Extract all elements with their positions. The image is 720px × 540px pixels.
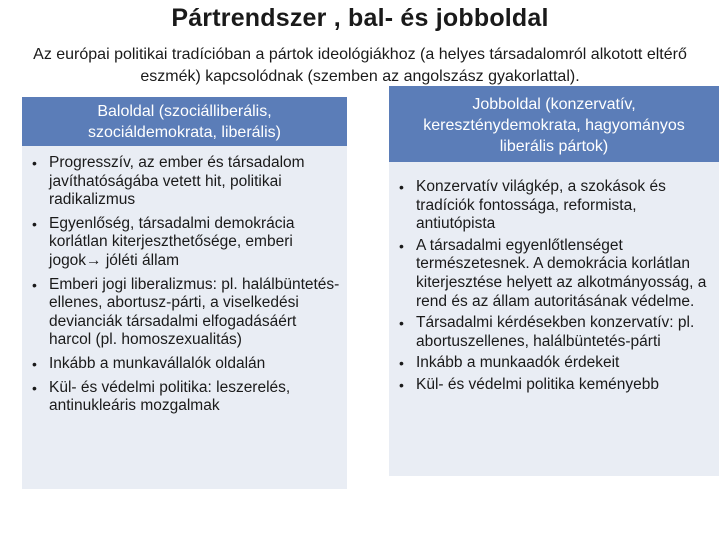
bullet-icon: • [399, 179, 404, 195]
list-item-text: Konzervatív világkép, a szokások és tradíciók fontossága, reformista, antiutópista [416, 178, 666, 233]
list-item [395, 178, 715, 234]
left-column-header [22, 97, 347, 146]
list-item [28, 215, 341, 271]
slide-title: Pártrendszer , bal- és jobboldal [171, 4, 549, 32]
list-item-text: Kül- és védelmi politika keményebb [416, 375, 659, 393]
right-header-line: liberális pártok) [499, 138, 609, 155]
bullet-icon: • [32, 215, 37, 232]
right-column-panel [389, 86, 719, 476]
bullet-icon: • [399, 237, 404, 254]
list-item-text: Inkább a munkavállalók oldalán [49, 354, 266, 372]
right-header-line: kereszténydemokrata, hagyományos [423, 117, 685, 134]
list-item-text: Társadalmi kérdésekben konzervatív: pl. abortuszellenes, halálbüntetés-párti [416, 314, 695, 350]
bullet-icon: • [32, 276, 37, 293]
list-item [28, 355, 341, 374]
bullet-icon: • [399, 315, 404, 332]
list-item-text: Progresszív, az ember és társadalom javíthatóságába vetett hit, politikai radikalizmus [49, 154, 305, 209]
bullet-icon: • [32, 379, 37, 396]
left-bullet-list [22, 146, 347, 416]
right-bullet-list [389, 162, 719, 395]
bullet-icon: • [32, 355, 37, 372]
list-item-text: Kül- és védelmi politika: leszerelés, antinukleáris mozgalmak [49, 378, 291, 415]
left-header-line: Baloldal (szociálliberális, [97, 103, 272, 120]
list-item [28, 276, 341, 350]
bullet-icon: • [399, 376, 404, 393]
list-item-text: Egyenlőség, társadalmi demokrácia korlátlan kiterjeszthetősége, emberi jogok→ jóléti állam [49, 214, 295, 269]
list-item-text: A társadalmi egyenlőtlenséget természetesnek. A demokrácia korlátlan kiterjesztése helyett az alkotmányosság, a rend és az állam autoritásának védelme. [416, 236, 707, 310]
bullet-icon: • [399, 355, 404, 372]
list-item [395, 354, 715, 373]
list-item [395, 237, 715, 311]
list-item [28, 154, 341, 210]
list-item [28, 379, 341, 416]
right-header-line: Jobboldal (konzervatív, [472, 96, 636, 113]
left-header-line: szociáldemokrata, liberális) [88, 124, 281, 141]
right-column-header [389, 86, 719, 162]
list-item [395, 314, 715, 351]
list-item-text: Emberi jogi liberalizmus: pl. halálbüntetés-ellenes, abortusz-párti, a viselkedési devianciák társadalmi elfogadásáért harcol (pl. homoszexualitás) [49, 275, 340, 349]
bullet-icon: • [32, 155, 37, 171]
slide-subtitle: Az európai politikai tradícióban a pártok ideológiákhoz (a helyes társadalomról alkotott eltérő eszmék) kapcsolódnak (szemben az angolszász gyakorlattal). [33, 46, 687, 85]
list-item-text: Inkább a munkaadók érdekeit [416, 354, 620, 372]
left-column-panel [22, 97, 347, 489]
list-item [395, 376, 715, 395]
